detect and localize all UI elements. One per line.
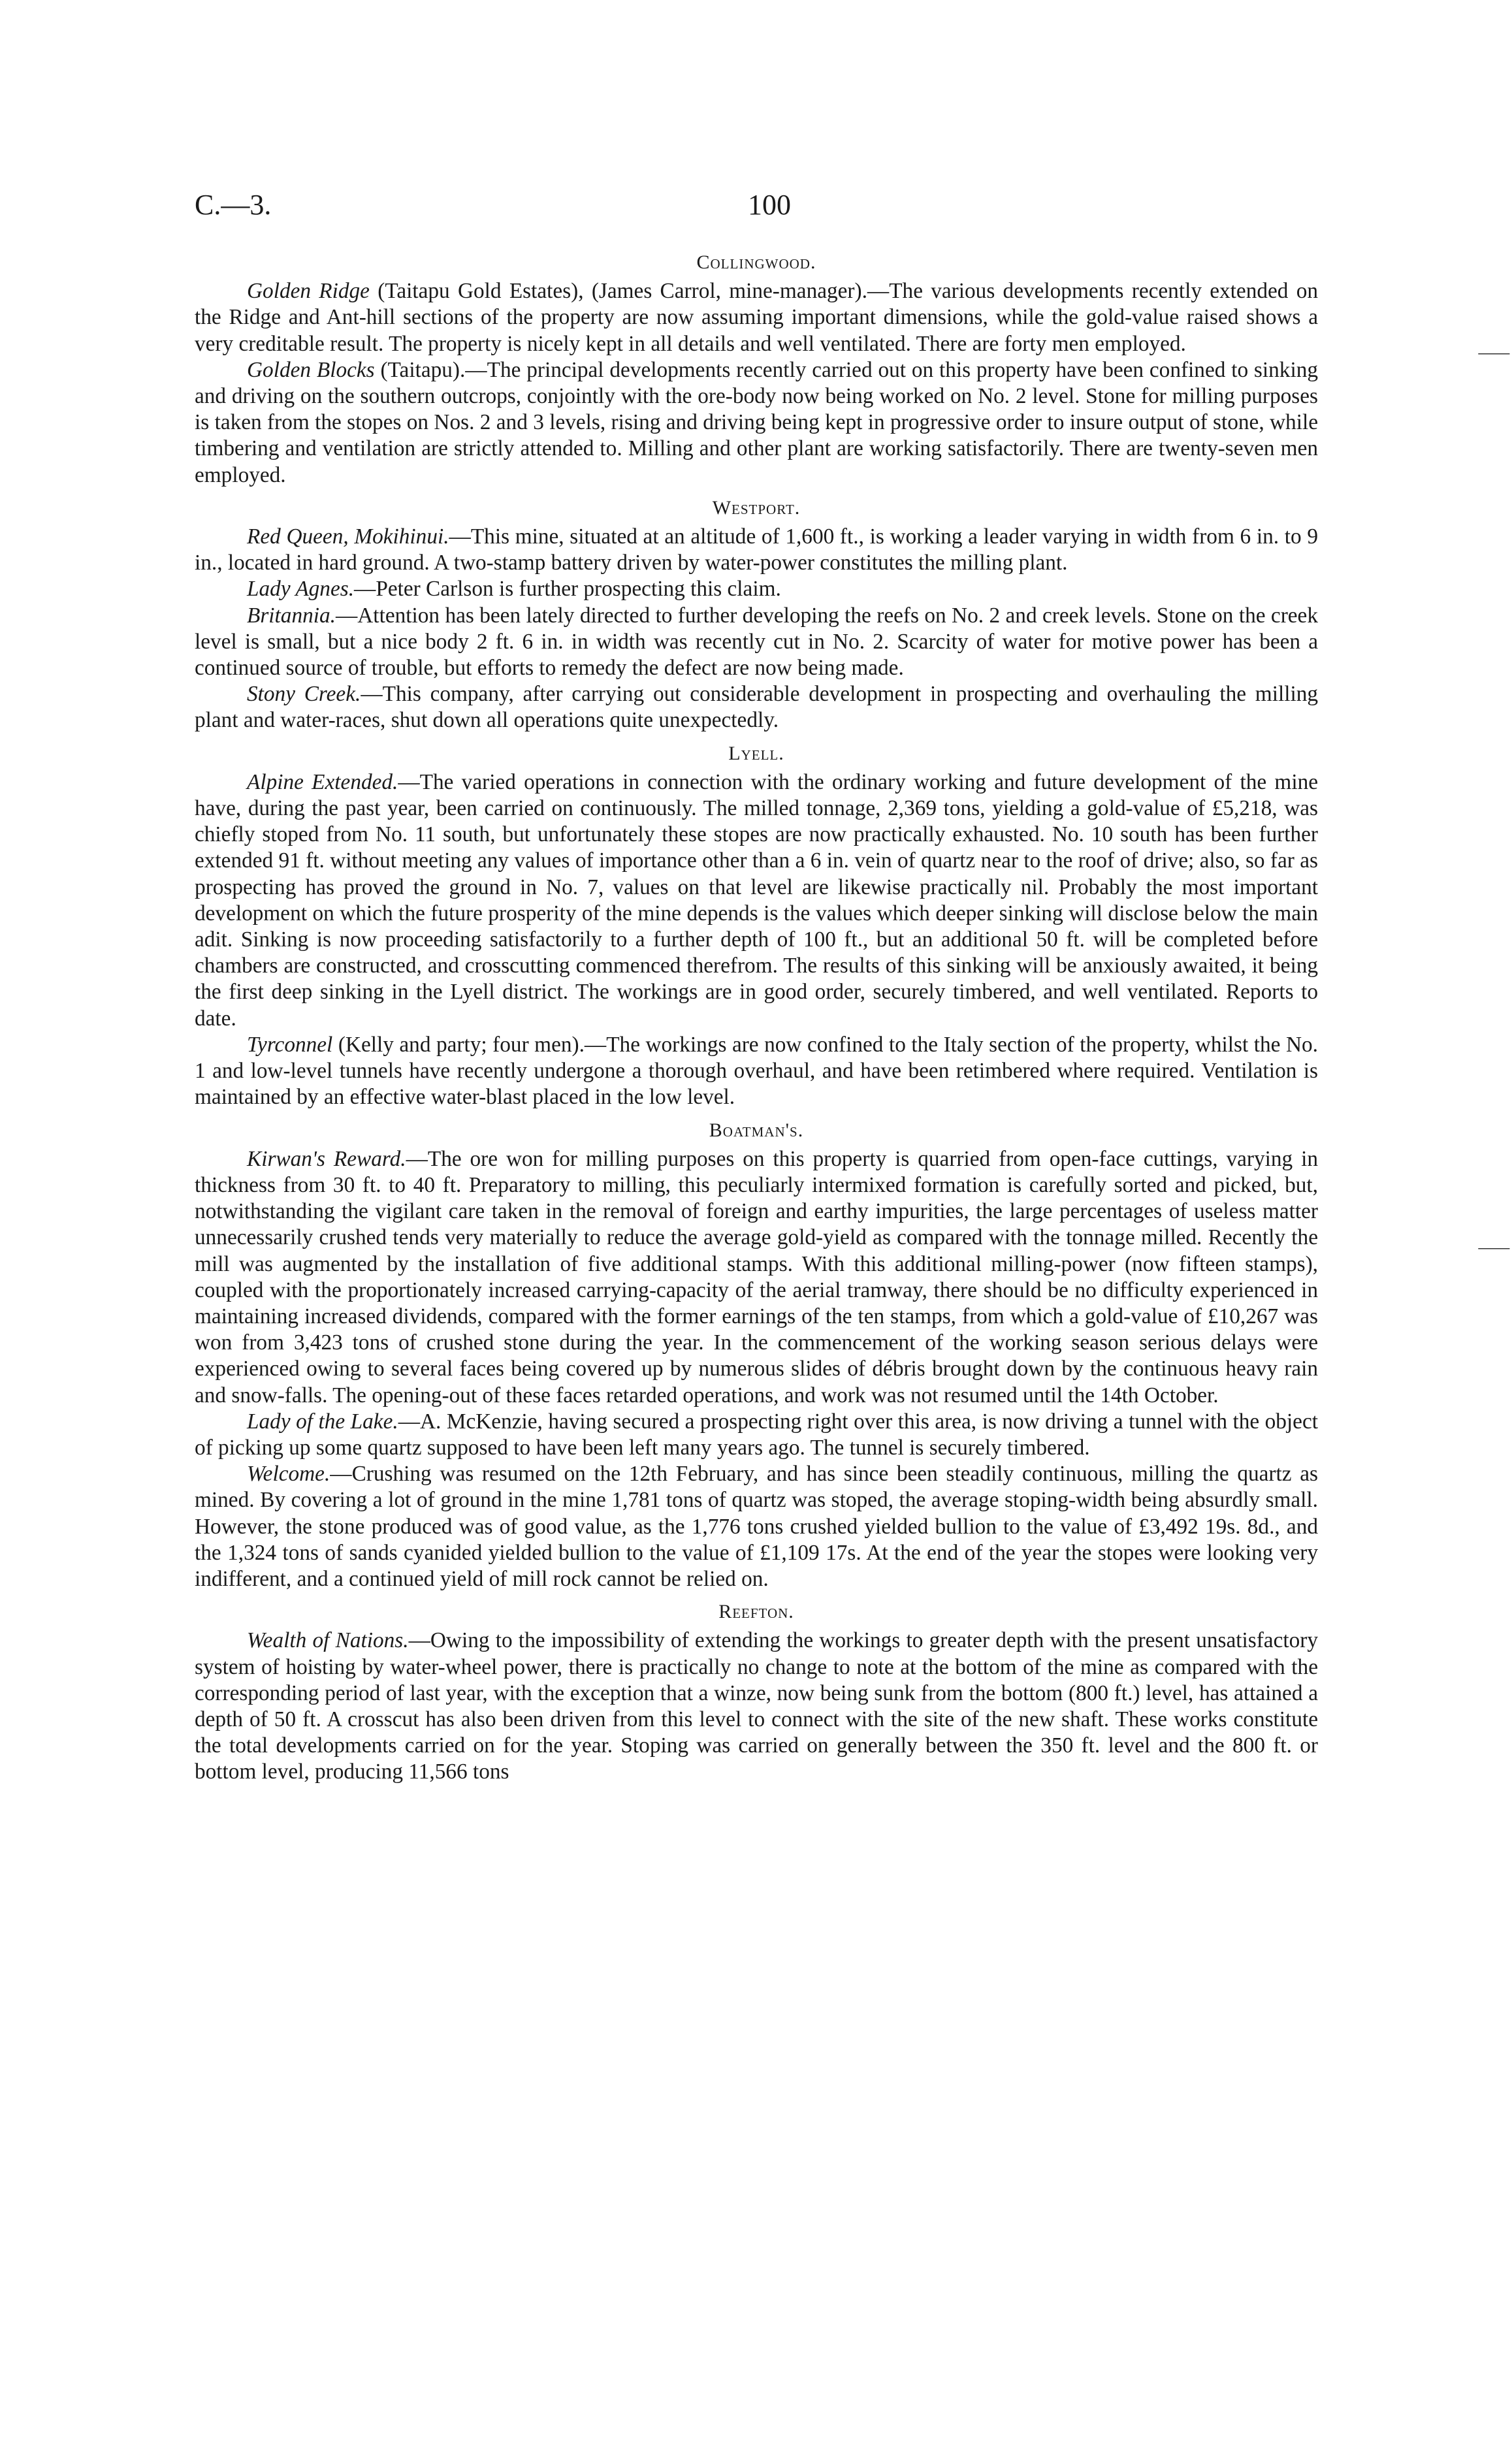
paragraph bbox=[195, 524, 1318, 576]
paragraph bbox=[195, 278, 1318, 357]
section-heading: Westport. bbox=[712, 496, 801, 519]
paragraph-text: —Crushing was resumed on the 12th February, and has since been steadily continuous, milling the quartz as mined. By covering a lot of ground in the mine 1,781 tons of quartz was stoped, the average stoping-width being absurdly small. However, the stone produced was of good value, as the 1,776 tons crushed yielded bullion to the value of £3,492 19s. 8d., and the 1,324 tons of sands cyanided yielded bullion to the value of £1,109 17s. At the end of the year the stopes were looking very indifferent, and a continued yield of mill rock cannot be relied on. bbox=[195, 1462, 1318, 1591]
section-heading: Boatman's. bbox=[709, 1119, 804, 1141]
mine-name: Welcome. bbox=[247, 1462, 330, 1487]
paragraph bbox=[195, 1146, 1318, 1409]
section-heading: Lyell. bbox=[728, 742, 784, 764]
paragraph-text: —Owing to the impossibility of extending the workings to greater depth with the present unsatisfactory system of hoisting by water-wheel power, there is practically no change to note at the bottom of the mine as compared with the corresponding period of last year, with the exception that a winze, now being sunk from the bottom (800 ft.) level, has attained a depth of 50 ft. A crosscut has also been driven from this level to connect with the site of the new shaft. These works constitute the total developments carried on for the year. Stoping was carried on generally between the 350 ft. level and the 800 ft. or bottom level, producing 11,566 tons bbox=[195, 1628, 1318, 1784]
paragraph bbox=[195, 1032, 1318, 1111]
paragraph-text: —The ore won for milling purposes on this property is quarried from open-face cuttings, varying in thickness from 30 ft. to 40 ft. Preparatory to milling, this peculiarly intermixed formation is carefully sorted and picked, but, notwithstanding the vigilant care taken in the removal of foreign and earthy impurities, the large percentages of useless matter unnecessarily crushed tends very materially to reduce the average gold-yield as compared with the tonnage milled. Recently the mill was augmented by the installation of five additional stamps. With this additional milling-power (now fifteen stamps), coupled with the proportionately increased carrying-capacity of the aerial tramway, there should be no difficulty experienced in maintaining increased dividends, compared with the former earnings of the ten stamps, from which a gold-value of £10,267 was won from 3,423 tons of crushed stone during the year. In the commencement of the working season serious delays were experienced owing to several faces being covered up by numerous slides of débris brought down by the continuous heavy rain and snow-falls. The opening-out of these faces retarded operations, and work was not resumed until the 14th October. bbox=[195, 1146, 1318, 1407]
paragraph bbox=[195, 1628, 1318, 1785]
document-body bbox=[195, 243, 1318, 1786]
paragraph-text: (Taitapu Gold Estates), (James Carrol, mine-manager).—The various developments recently extended on the Ridge and Ant-hill sections of the property are now assuming important dimensions, while the gold-value raised shows a very creditable result. The property is nicely kept in all details and well ventilated. There are forty men employed. bbox=[195, 279, 1318, 356]
mine-name: Lady of the Lake. bbox=[247, 1409, 398, 1434]
paragraph-text: —A. McKenzie, having secured a prospecting right over this area, is now driving a tunnel with the object of picking up some quartz supposed to have been left many years ago. The tunnel is securely timbered. bbox=[195, 1409, 1318, 1460]
mine-name: Alpine Extended. bbox=[247, 769, 398, 794]
paragraph-text: —The varied operations in connection with the ordinary working and future development of the mine have, during the past year, been carried on continuously. The milled tonnage, 2,369 tons, yielding a gold-value of £5,218, was chiefly stoped from No. 11 south, but unfortunately these stopes are now practically exhausted. No. 10 south has been further extended 91 ft. without meeting any values of importance other than a 6 in. vein of quartz near to the roof of drive; also, so far as prospecting has proved the ground in No. 7, values on that level are likewise practically nil. Probably the most important development on which the future prosperity of the mine depends is the values which deeper sinking will disclose below the main adit. Sinking is now proceeding satisfactorily to a further depth of 100 ft., but an additional 50 ft. will be completed before chambers are constructed, and crosscutting commenced therefrom. The results of this sinking will be anxiously awaited, it being the first deep sinking in the Lyell district. The workings are in good order, securely timbered, and well ventilated. Reports to date. bbox=[195, 769, 1319, 1031]
margin-mark: ⸺ bbox=[1477, 1236, 1511, 1259]
mine-name: Britannia. bbox=[247, 603, 336, 628]
margin-mark: ⸺ bbox=[1477, 342, 1511, 364]
paragraph bbox=[195, 681, 1318, 733]
paragraph bbox=[195, 603, 1318, 682]
paragraph bbox=[195, 576, 1318, 602]
mine-name: Wealth of Nations. bbox=[247, 1628, 409, 1653]
page-number: 100 bbox=[748, 189, 791, 221]
mine-name: Tyrconnel bbox=[247, 1032, 333, 1057]
paragraph bbox=[195, 357, 1318, 489]
paragraph bbox=[195, 1461, 1318, 1592]
mine-name: Red Queen, Mokihinui. bbox=[247, 524, 449, 549]
paragraph-text: (Taitapu).—The principal developments recently carried out on this property have been confined to sinking and driving on the southern outcrops, conjointly with the ore-body now being worked on No. 2 level. Stone for milling purposes is taken from the stopes on Nos. 2 and 3 levels, rising and driving being kept in progressive order to insure output of stone, while timbering and ventilation are strictly attended to. Milling and other plant are working satisfactorily. There are twenty-seven men employed. bbox=[195, 357, 1318, 487]
mine-name: Kirwan's Reward. bbox=[247, 1146, 406, 1171]
section-heading: Reefton. bbox=[718, 1601, 794, 1623]
paragraph-text: —Peter Carlson is further prospecting this claim. bbox=[354, 577, 781, 602]
page-header bbox=[195, 188, 1318, 227]
document-reference: C.—3. bbox=[195, 189, 272, 221]
mine-name: Lady Agnes. bbox=[247, 577, 355, 602]
paragraph-text: —This mine, situated at an altitude of 1,600 ft., is working a leader varying in width from 6 in. to 9 in., located in hard ground. A two-stamp battery driven by water-power constitutes the milling plant. bbox=[195, 524, 1318, 575]
section-heading: Collingwood. bbox=[696, 251, 816, 273]
paragraph-text: (Kelly and party; four men).—The workings are now confined to the Italy section of the property, whilst the No. 1 and low-level tunnels have recently undergone a thorough overhaul, and have been retimbered where required. Ventilation is maintained by an effective water-blast placed in the low level. bbox=[195, 1032, 1318, 1110]
paragraph-text: —Attention has been lately directed to further developing the reefs on No. 2 and creek levels. Stone on the creek level is small, but a nice body 2 ft. 6 in. in width was recently cut in No. 2. Scarcity of water for motive power has been a continued source of trouble, but efforts to remedy the defect are now being made. bbox=[195, 603, 1318, 681]
mine-name: Golden Blocks bbox=[247, 357, 375, 382]
paragraph bbox=[195, 1409, 1318, 1461]
paragraph bbox=[195, 769, 1318, 1032]
mine-name: Stony Creek. bbox=[247, 682, 361, 707]
paragraph-text: —This company, after carrying out considerable development in prospecting and overhauling the milling plant and water-races, shut down all operations quite unexpectedly. bbox=[195, 682, 1318, 733]
mine-name: Golden Ridge bbox=[247, 279, 370, 304]
